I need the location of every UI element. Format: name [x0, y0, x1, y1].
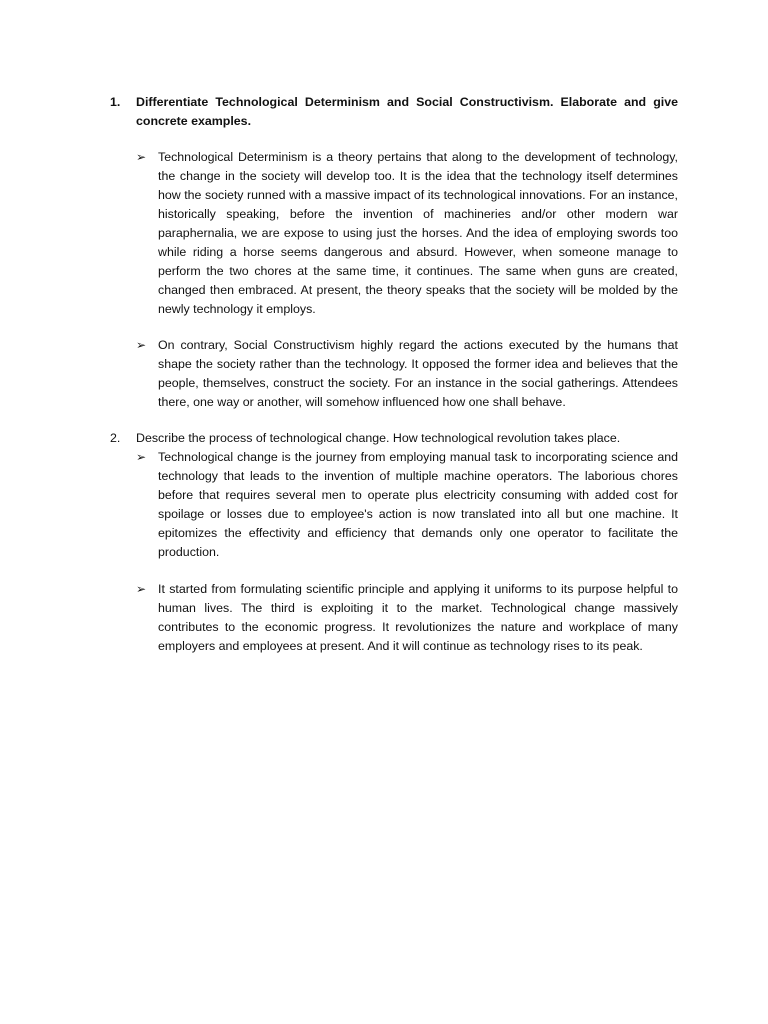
arrow-bullet-icon: ➢ — [136, 338, 147, 352]
question-number: 2. — [110, 431, 121, 445]
question-2 — [110, 429, 678, 448]
arrow-bullet-icon: ➢ — [136, 150, 147, 164]
question-1 — [110, 93, 678, 131]
answer-2-2 — [136, 580, 678, 656]
question-text: Differentiate Technological Determinism and Social Constructivism. Elaborate and give concrete examples. — [136, 95, 678, 128]
answer-text: It started from formulating scientific principle and applying it uniforms to its purpose helpful to human lives. The third is exploiting it to the market. Technological change massively contributes to the economic progress. It revolutionizes the nature and workplace of many employers and employees at present. And it will continue as technology rises to its peak. — [158, 582, 678, 653]
question-number: 1. — [110, 95, 121, 109]
answer-text: On contrary, Social Constructivism highly regard the actions executed by the humans that shape the society rather than the technology. It opposed the former idea and believes that the people, themselves, construct the society. For an instance in the social gatherings. Attendees there, one way or another, will somehow influenced how one shall behave. — [158, 338, 678, 409]
question-text: Describe the process of technological change. How technological revolution takes place. — [136, 431, 621, 445]
arrow-bullet-icon: ➢ — [136, 450, 147, 464]
arrow-bullet-icon: ➢ — [136, 582, 147, 596]
answer-1-1 — [136, 148, 678, 319]
answer-1-2 — [136, 336, 678, 412]
answer-2-1 — [136, 448, 678, 562]
answer-text: Technological Determinism is a theory pertains that along to the development of technology, the change in the society will develop too. It is the idea that the technology itself determines how the society runned with a massive impact of its technological innovations. For an instance, historically speaking, before the invention of machineries and/or other modern war paraphernalia, we are expose to using just the horses. And the idea of employing swords too while riding a horse seems dangerous and absurd. However, when someone manage to perform the two chores at the same time, it continues. The same when guns are created, changed then embraced. At present, the theory speaks that the society will be molded by the newly technology it employs. — [158, 150, 678, 316]
answer-text: Technological change is the journey from employing manual task to incorporating science and technology that leads to the invention of multiple machine operators. The laborious chores before that requires several men to operate plus electricity consuming with added cost for spoilage or losses due to employee's action is now translated into all but one machine. It epitomizes the effectivity and efficiency that demands only one operator to facilitate the production. — [158, 450, 678, 559]
